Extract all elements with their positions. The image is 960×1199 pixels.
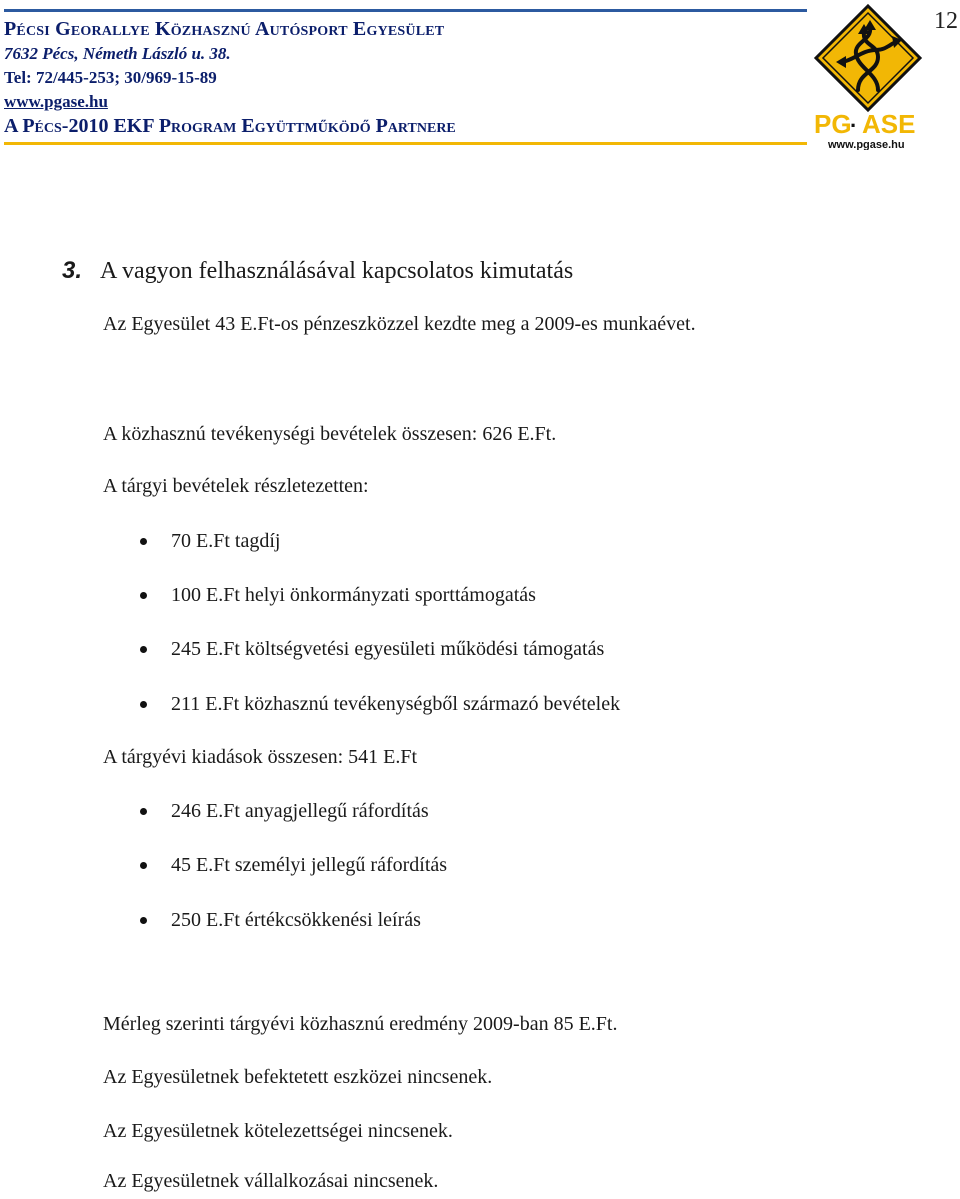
page-header xyxy=(0,0,960,150)
revenue-total-paragraph: A közhasznú tevékenységi bevételek összesen: 626 E.Ft. xyxy=(103,423,557,445)
result-paragraph: Mérleg szerinti tárgyévi közhasznú eredmény 2009-ban 85 E.Ft. xyxy=(103,1013,618,1035)
expense-total-paragraph: A tárgyévi kiadások összesen: 541 E.Ft xyxy=(103,746,418,768)
list-item: 211 E.Ft közhasznú tevékenységből származó bevételek xyxy=(171,693,621,715)
revenue-detail-paragraph: A tárgyi bevételek részletezetten: xyxy=(103,475,369,497)
organization-phone: Tel: 72/445-253; 30/969-15-89 xyxy=(4,68,217,87)
svg-text:ASE: ASE xyxy=(862,109,916,139)
organization-address: 7632 Pécs, Németh László u. 38. xyxy=(4,44,231,63)
investments-paragraph: Az Egyesületnek befektetett eszközei nincsenek. xyxy=(103,1066,493,1088)
svg-text:·: · xyxy=(850,113,858,138)
list-item: 70 E.Ft tagdíj xyxy=(171,530,281,552)
bullet xyxy=(140,862,147,869)
header-bottom-rule xyxy=(4,142,807,145)
opening-paragraph: Az Egyesület 43 E.Ft-os pénzeszközzel kezdte meg a 2009-es munkaévet. xyxy=(103,313,696,335)
organization-name: Pécsi Georallye Közhasznú Autósport Egyesület xyxy=(4,18,445,40)
header-top-rule xyxy=(4,9,807,12)
section-heading xyxy=(62,257,573,285)
svg-text:www.pgase.hu: www.pgase.hu xyxy=(828,139,905,150)
section-number: 3. xyxy=(62,257,83,284)
section-title: A vagyon felhasználásával kapcsolatos kimutatás xyxy=(100,258,574,284)
bullet xyxy=(140,808,147,815)
pgase-logo-icon xyxy=(806,2,938,150)
partner-line: A Pécs-2010 EKF Program Együttműködő Partnere xyxy=(4,115,456,137)
page-number: 12 xyxy=(934,8,958,34)
svg-text:PG: PG xyxy=(814,109,852,139)
liabilities-paragraph: Az Egyesületnek kötelezettségei nincsenek. xyxy=(103,1120,453,1142)
bullet xyxy=(140,538,147,545)
list-item: 245 E.Ft költségvetési egyesületi működési támogatás xyxy=(171,638,605,660)
list-item: 250 E.Ft értékcsökkenési leírás xyxy=(171,909,421,931)
organization-website-link[interactable]: www.pgase.hu xyxy=(4,92,108,111)
bullet xyxy=(140,646,147,653)
list-item: 100 E.Ft helyi önkormányzati sporttámogatás xyxy=(171,584,536,606)
bullet xyxy=(140,592,147,599)
bullet xyxy=(140,917,147,924)
ventures-paragraph: Az Egyesületnek vállalkozásai nincsenek. xyxy=(103,1170,439,1192)
list-item: 45 E.Ft személyi jellegű ráfordítás xyxy=(171,854,448,876)
list-item: 246 E.Ft anyagjellegű ráfordítás xyxy=(171,800,429,822)
bullet xyxy=(140,701,147,708)
